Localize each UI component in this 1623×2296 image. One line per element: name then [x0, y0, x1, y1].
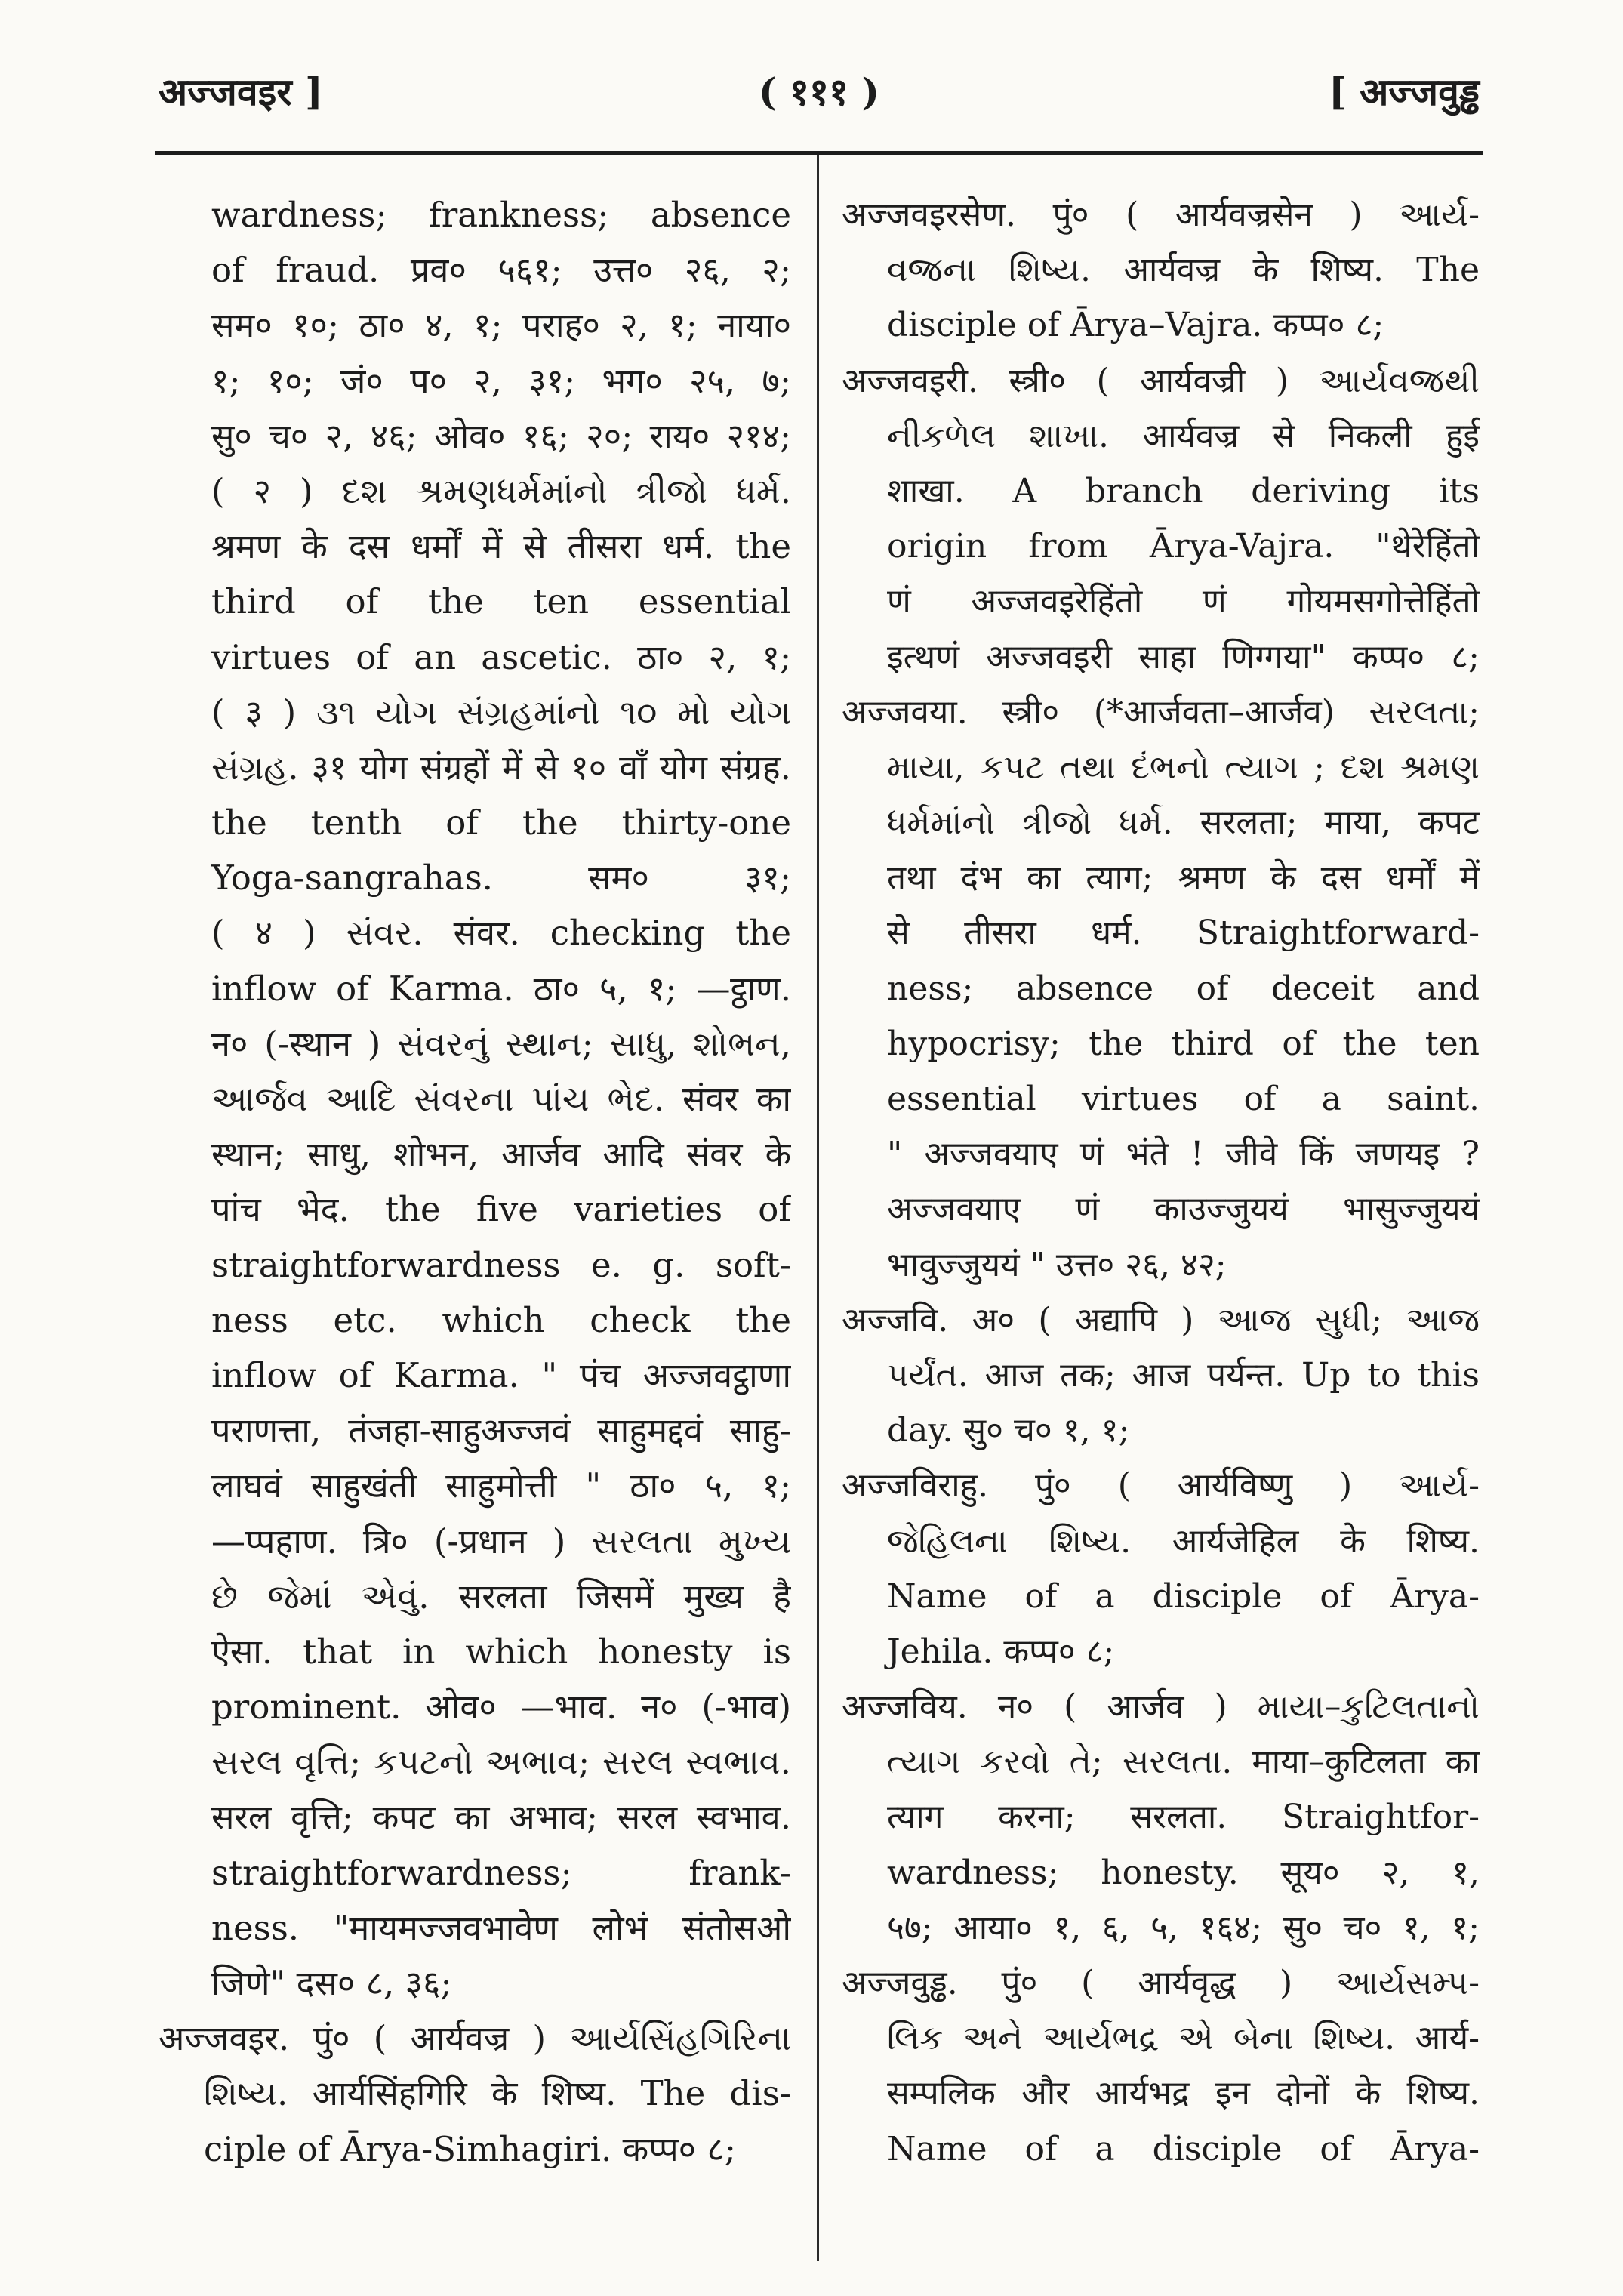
text-line: लाघवं साहुखंती साहुमोत्ती " ठा० ५, १; — [211, 1465, 791, 1506]
text-line: ऐसा. that in which honesty is — [211, 1631, 791, 1672]
text-line: ५७; आया० १, ६, ५, १६४; सु० च० १, १; — [887, 1908, 1480, 1947]
text-line: अज्जवइर. पुं० ( आर्यवज्र ) આર્યસિંહગિરિના — [159, 2018, 791, 2059]
text-line: virtues of an ascetic. ठा० २, १; — [211, 636, 791, 677]
text-line: ness. "मायमज्जवभावेण लोभं संतोसओ — [211, 1907, 791, 1948]
text-line: से तीसरा धर्म. Straightforward- — [887, 914, 1480, 953]
text-line: अज्जवइरी. स्त्री० ( आर्यवज्री ) આર્યવજ્રથી — [842, 361, 1480, 400]
text-line: સરલ વૃત્તિ; કપટનો અભાવ; સરલ સ્વભાવ. — [211, 1742, 791, 1783]
text-line: णं अज्जवइरेहिंतो णं गोयमसगोत्तेहिंतो — [887, 582, 1480, 621]
text-line: " अज्जवयाए णं भंते ! जीवे किं जणयइ ? — [887, 1135, 1480, 1174]
text-line: तथा दंभ का त्याग; श्रमण के दस धर्मों में — [887, 858, 1480, 898]
text-line: न० (-स्थान ) સંવરનું સ્થાન; સાધુ, શોભન, — [211, 1023, 791, 1064]
text-line: सु० च० २, ४६; ओव० १६; २०; राय० २१४; — [211, 415, 791, 456]
text-line: ધર્મમાંનો ત્રીજો ધર્મ. सरलता; माया, कपट — [887, 803, 1480, 843]
text-line: wardness; frankness; absence — [211, 195, 791, 235]
text-line: सम० १०; ठा० ४, १; पराह० २, १; नाया० — [211, 305, 791, 346]
text-line: शाखा. A branch deriving its — [887, 471, 1480, 510]
text-line: त्याग करना; सरलता. Straightfor- — [887, 1798, 1480, 1837]
text-line: —प्पहाण. त्रि० (-प्रधान ) સરલતા મુખ્ય — [211, 1521, 791, 1561]
text-line: the tenth of the thirty-one — [211, 803, 791, 843]
text-line: ness etc. which check the — [211, 1299, 791, 1340]
text-line: ( ३ ) ૩૧ યોગ સંગ્રહમાંનો ૧૦ મો યોગ — [211, 692, 791, 732]
text-line: श्रमण के दस धर्मों में से तीसरा धर्म. the — [211, 526, 791, 567]
text-line: છે જેમાં એવું. सरलता जिसमें मुख्य है — [211, 1576, 791, 1616]
text-line: વજ્રના શિષ્ય. आर्यवज्र के शिष्य. The — [887, 251, 1480, 290]
text-line: લિક અને આર્યભદ્ર એ બેના શિષ્ય. आर्य- — [887, 2019, 1480, 2058]
text-line: straightforwardness; frank- — [211, 1852, 791, 1893]
text-line: अज्जविय. न० ( आर्जव ) માયા–કુટિલતાનો — [842, 1687, 1480, 1727]
text-line: આર્જવ આદિ સંવરના પાંચ ભેદ. संवर का — [211, 1079, 791, 1119]
text-line: अज्जवुड्ढ. पुं० ( आर्यवृद्ध ) આર્યસમ્પ- — [842, 1964, 1480, 2002]
text-line: પર્યંત. आज तक; आज पर्यन्त. Up to this — [887, 1355, 1480, 1395]
text-line: अज्जवइरसेण. पुं० ( आर्यवज्रसेन ) આર્ય- — [842, 196, 1480, 234]
text-line: સંગ્રહ. ३१ योग संग्रहों में से १० वाँ योग संग्रह. — [211, 747, 791, 787]
text-line: ( २ ) દશ શ્રમણધર્મમાંનો ત્રીજો ધર્મ. — [211, 470, 791, 511]
page-number: ( १११ ) — [758, 69, 880, 114]
text-line: essential virtues of a saint. — [887, 1080, 1480, 1118]
text-line: hypocrisy; the third of the ten — [887, 1024, 1480, 1063]
text-line: स्थान; साधु, शोभन, आर्जव आदि संवर के — [211, 1134, 791, 1175]
left-column — [159, 187, 791, 2177]
text-line: Name of a disciple of Ārya- — [887, 2129, 1480, 2168]
text-line: prominent. ओव० —भाव. न० (-भाव) — [211, 1687, 791, 1727]
text-line: जिणे" दस० ८, ३६; — [211, 1963, 452, 2003]
right-column — [842, 187, 1480, 2177]
text-line: day. सु० च० १, १; — [887, 1411, 1130, 1450]
text-line: Yoga-sangrahas. सम० ३१; — [211, 858, 791, 898]
text-line: third of the ten essential — [211, 581, 791, 622]
text-line: पराणत्ता, तंजहा-साहुअज्जवं साहुमद्दवं साहु- — [211, 1410, 791, 1451]
text-line: ness; absence of deceit and — [887, 969, 1480, 1008]
header-left-guide-word: अज्जवइर ] — [159, 69, 323, 114]
text-line: નીકળેલ શાખા. आर्यवज्र से निकली हुई — [887, 416, 1480, 455]
text-line: अज्जवि. अ० ( अद्यापि ) આજ સુધી; આજ — [842, 1300, 1480, 1339]
text-line: सरल वृत्ति; कपट का अभाव; सरल स्वभाव. — [211, 1797, 791, 1838]
text-line: अज्जवयाए णं काउज्जुययं भासुज्जुययं — [887, 1190, 1480, 1229]
text-line: सम्पलिक और आर्यभद्र इन दोनों के शिष्य. — [887, 2074, 1480, 2113]
header-right-guide-word: [ अज्जवुड्ढ — [1329, 69, 1480, 114]
text-line: इत्थणं अज्जवइरी साहा णिग्गया" कप्प० ८; — [887, 637, 1480, 676]
text-line: inflow of Karma. ठा० ५, १; —ट्ठाण. — [211, 968, 791, 1009]
text-line: पांच भेद. the five varieties of — [211, 1189, 791, 1230]
text-line: origin from Ārya-Vajra. "थेरेहिंतो — [887, 527, 1480, 566]
text-line: १; १०; जं० प० २, ३१; भग० २५, ७; — [211, 360, 791, 401]
text-line: भावुज्जुययं " उत्त० २६, ४२; — [887, 1245, 1227, 1284]
text-line: ત્યાગ કરવો તે; સરલતા. माया–कुटिलता का — [887, 1743, 1480, 1782]
text-line: ( ४ ) સંવર. संवर. checking the — [211, 913, 791, 954]
text-line: Jehila. कप्प० ८; — [887, 1632, 1115, 1671]
text-line: अज्जवया. स्त्री० (*आर्जवता–आर्जव) સરલતા; — [842, 692, 1480, 732]
header-rule — [155, 151, 1483, 155]
text-line: straightforwardness e. g. soft- — [211, 1244, 791, 1285]
text-line: ciple of Ārya-Simhagiri. कप्प० ८; — [204, 2128, 736, 2169]
text-line: માયા, કપટ તથા દંભનો ત્યાગ ; દશ શ્રમણ — [887, 747, 1480, 787]
text-line: શિષ્ય. आर्यसिंहगिरि के शिष्य. The dis- — [204, 2073, 791, 2114]
text-line: Name of a disciple of Ārya- — [887, 1576, 1480, 1616]
text-line: wardness; honesty. सूय० २, १, — [887, 1853, 1480, 1892]
text-line: अज्जविराहु. पुं० ( आर्यविष्णु ) આર્ય- — [842, 1466, 1480, 1505]
text-line: of fraud. प्रव० ५६१; उत्त० २६, २; — [211, 250, 791, 291]
page-header — [159, 59, 1480, 127]
text-line: inflow of Karma. " पंच अज्जवट्ठाणा — [211, 1354, 791, 1395]
text-line: જેહિલના શિષ્ય. आर्यजेहिल के शिष्य. — [887, 1521, 1480, 1561]
text-line: disciple of Ārya–Vajra. कप्प० ८; — [887, 306, 1384, 345]
column-divider — [817, 155, 819, 2261]
